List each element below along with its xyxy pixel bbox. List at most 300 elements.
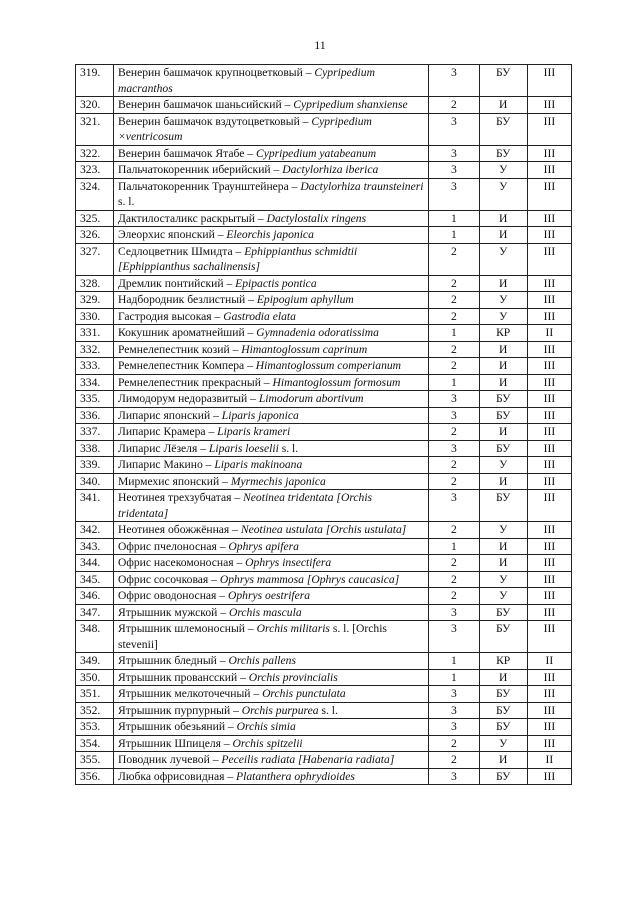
row-number: 340. xyxy=(76,473,114,490)
species-name xyxy=(113,588,428,605)
russian-name: Венерин башмачок вздутоцветковый – xyxy=(118,115,311,128)
status-cell: И xyxy=(479,669,527,686)
russian-name: Ятрышник Шпицеля – xyxy=(118,737,233,750)
category-cell: 2 xyxy=(429,588,479,605)
priority-cell: III xyxy=(527,538,571,555)
status-cell: И xyxy=(479,752,527,769)
row-number: 331. xyxy=(76,325,114,342)
category-cell: 3 xyxy=(429,490,479,522)
priority-cell: III xyxy=(527,341,571,358)
status-cell: БУ xyxy=(479,604,527,621)
row-number: 321. xyxy=(76,113,114,145)
latin-name: Myrmechis japonica xyxy=(230,474,326,488)
table-row xyxy=(76,178,572,210)
status-cell: И xyxy=(479,275,527,292)
table-row xyxy=(76,325,572,342)
row-number: 349. xyxy=(76,653,114,670)
russian-name: Неотинея обожжённая – xyxy=(118,523,241,536)
species-name xyxy=(113,768,428,785)
russian-name: Липарис Макино – xyxy=(118,458,214,471)
latin-name: Ophrys oestrifera xyxy=(227,589,311,602)
latin-name: Platanthera ophrydioides xyxy=(236,769,355,783)
category-cell: 2 xyxy=(429,275,479,292)
russian-name: Мирмехис японский – xyxy=(118,475,231,488)
row-number: 330. xyxy=(76,308,114,325)
species-name xyxy=(113,522,428,539)
latin-name: Ophrys mammosa [Ophrys caucasica] xyxy=(219,572,400,586)
status-cell: КР xyxy=(479,325,527,342)
table-row xyxy=(76,374,572,391)
latin-name: Orchis simia xyxy=(236,720,296,733)
latin-name: Liparis japonica xyxy=(221,408,299,422)
species-name xyxy=(113,210,428,227)
priority-cell: III xyxy=(527,243,571,275)
species-name xyxy=(113,686,428,703)
latin-name: Orchis militaris xyxy=(256,622,330,635)
species-name xyxy=(113,735,428,752)
row-number: 319. xyxy=(76,65,114,97)
table-row xyxy=(76,588,572,605)
priority-cell: II xyxy=(527,752,571,769)
priority-cell: III xyxy=(527,588,571,605)
russian-name: Ятрышник обезьяний – xyxy=(118,720,237,733)
priority-cell: III xyxy=(527,555,571,572)
russian-name: Венерин башмачок крупноцветковый – xyxy=(118,66,314,79)
russian-name: Пальчатокоренник Траунштейнера – xyxy=(118,180,300,193)
row-number: 352. xyxy=(76,702,114,719)
priority-cell: III xyxy=(527,210,571,227)
status-cell: И xyxy=(479,341,527,358)
status-cell: БУ xyxy=(479,719,527,736)
latin-name: Epipactis pontica xyxy=(235,276,317,290)
status-cell: БУ xyxy=(479,702,527,719)
priority-cell: III xyxy=(527,719,571,736)
latin-name: Eleorchis japonica xyxy=(226,228,314,241)
russian-name: Элеорхис японский – xyxy=(118,228,226,241)
table-row xyxy=(76,358,572,375)
latin-qualifier: s. l. xyxy=(318,703,338,717)
row-number: 345. xyxy=(76,571,114,588)
species-table xyxy=(75,64,572,785)
table-row xyxy=(76,522,572,539)
russian-name: Любка офрисовидная – xyxy=(118,770,236,783)
priority-cell: III xyxy=(527,735,571,752)
page-number: 11 xyxy=(314,38,326,52)
category-cell: 1 xyxy=(429,227,479,244)
category-cell: 3 xyxy=(429,178,479,210)
table-row xyxy=(76,719,572,736)
species-name xyxy=(113,440,428,457)
category-cell: 2 xyxy=(429,292,479,309)
category-cell: 3 xyxy=(429,407,479,424)
russian-name: Надбородник безлистный – xyxy=(118,293,257,306)
row-number: 338. xyxy=(76,440,114,457)
row-number: 336. xyxy=(76,407,114,424)
row-number: 354. xyxy=(76,735,114,752)
priority-cell: III xyxy=(527,178,571,210)
latin-qualifier: s. l. xyxy=(278,441,299,455)
priority-cell: III xyxy=(527,162,571,179)
species-name xyxy=(113,145,428,162)
russian-name: Гастродия высокая – xyxy=(118,310,223,323)
species-name xyxy=(113,555,428,572)
species-name xyxy=(113,374,428,391)
table-row xyxy=(76,210,572,227)
row-number: 323. xyxy=(76,162,114,179)
russian-name: Липарис японский – xyxy=(118,409,222,422)
status-cell: У xyxy=(479,243,527,275)
category-cell: 3 xyxy=(429,719,479,736)
row-number: 334. xyxy=(76,374,114,391)
latin-name: Cypripedium yatabeanum xyxy=(255,146,377,160)
russian-name: Ятрышник мелкоточечный – xyxy=(118,687,262,700)
category-cell: 2 xyxy=(429,308,479,325)
table-row xyxy=(76,243,572,275)
species-name xyxy=(113,243,428,275)
priority-cell: III xyxy=(527,604,571,621)
table-row xyxy=(76,621,572,653)
category-cell: 2 xyxy=(429,341,479,358)
status-cell: У xyxy=(479,588,527,605)
category-cell: 2 xyxy=(429,424,479,441)
priority-cell: III xyxy=(527,65,571,97)
row-number: 337. xyxy=(76,424,114,441)
table-row xyxy=(76,490,572,522)
latin-qualifier: s. l. xyxy=(117,195,135,208)
category-cell: 3 xyxy=(429,113,479,145)
russian-name: Офрис сосочковая – xyxy=(118,573,220,586)
priority-cell: II xyxy=(527,653,571,670)
row-number: 350. xyxy=(76,669,114,686)
latin-name: Orchis pallens xyxy=(228,654,296,667)
species-name xyxy=(113,358,428,375)
species-name xyxy=(113,65,428,97)
table-row xyxy=(76,604,572,621)
status-cell: И xyxy=(479,538,527,555)
table-row xyxy=(76,440,572,457)
latin-name: Dactylorhiza iberica xyxy=(282,163,379,176)
priority-cell: III xyxy=(527,275,571,292)
latin-name: Cypripedium shanxiense xyxy=(293,98,408,111)
species-name xyxy=(113,621,428,653)
row-number: 351. xyxy=(76,686,114,703)
priority-cell: III xyxy=(527,621,571,653)
category-cell: 2 xyxy=(429,555,479,572)
status-cell: БУ xyxy=(479,621,527,653)
russian-name: Ремнелепестник козий – xyxy=(118,343,241,356)
latin-name: Peceilis radiata [Habenaria radiata] xyxy=(221,753,395,766)
species-name xyxy=(113,292,428,309)
russian-name: Ятрышник мужской – xyxy=(118,606,229,619)
russian-name: Дремлик понтийский – xyxy=(118,277,235,290)
species-name xyxy=(113,162,428,179)
table-row xyxy=(76,768,572,785)
priority-cell: III xyxy=(527,457,571,474)
category-cell: 2 xyxy=(429,243,479,275)
table-row xyxy=(76,162,572,179)
status-cell: БУ xyxy=(479,391,527,408)
row-number: 341. xyxy=(76,490,114,522)
latin-name: Limodorum abortivum xyxy=(258,392,364,405)
table-row xyxy=(76,97,572,114)
latin-name: Neotinea ustulata [Orchis ustulata] xyxy=(240,523,407,536)
status-cell: И xyxy=(479,210,527,227)
row-number: 344. xyxy=(76,555,114,572)
species-name xyxy=(113,457,428,474)
status-cell: У xyxy=(479,735,527,752)
priority-cell: III xyxy=(527,391,571,408)
russian-name: Лимодорум недоразвитый – xyxy=(118,392,259,405)
latin-name: Liparis krameri xyxy=(217,425,291,438)
row-number: 343. xyxy=(76,538,114,555)
category-cell: 2 xyxy=(429,457,479,474)
category-cell: 2 xyxy=(429,752,479,769)
status-cell: БУ xyxy=(479,686,527,703)
status-cell: БУ xyxy=(479,407,527,424)
status-cell: И xyxy=(479,227,527,244)
status-cell: И xyxy=(479,97,527,114)
table-row xyxy=(76,145,572,162)
row-number: 355. xyxy=(76,752,114,769)
species-name xyxy=(113,178,428,210)
species-name xyxy=(113,275,428,292)
row-number: 325. xyxy=(76,210,114,227)
category-cell: 1 xyxy=(429,374,479,391)
species-name xyxy=(113,752,428,769)
table-row xyxy=(76,735,572,752)
latin-name: Orchis mascula xyxy=(228,605,302,619)
table-row xyxy=(76,752,572,769)
priority-cell: III xyxy=(527,292,571,309)
category-cell: 2 xyxy=(429,97,479,114)
category-cell: 1 xyxy=(429,538,479,555)
latin-name: Orchis spitzelii xyxy=(232,736,303,750)
status-cell: КР xyxy=(479,653,527,670)
row-number: 332. xyxy=(76,341,114,358)
latin-name: Himantoglossum formosum xyxy=(272,375,401,389)
row-number: 348. xyxy=(76,621,114,653)
priority-cell: III xyxy=(527,686,571,703)
priority-cell: III xyxy=(527,374,571,391)
species-name xyxy=(113,604,428,621)
latin-name: Dactylostalix ringens xyxy=(266,211,367,225)
priority-cell: III xyxy=(527,490,571,522)
priority-cell: III xyxy=(527,227,571,244)
russian-name: Пальчатокоренник иберийский – xyxy=(118,163,282,176)
species-name xyxy=(113,308,428,325)
priority-cell: III xyxy=(527,702,571,719)
category-cell: 2 xyxy=(429,735,479,752)
category-cell: 2 xyxy=(429,571,479,588)
row-number: 347. xyxy=(76,604,114,621)
latin-name: Gastrodia elata xyxy=(223,309,296,323)
category-cell: 2 xyxy=(429,358,479,375)
priority-cell: III xyxy=(527,571,571,588)
species-name xyxy=(113,571,428,588)
table-row xyxy=(76,308,572,325)
table-row xyxy=(76,669,572,686)
priority-cell: III xyxy=(527,407,571,424)
russian-name: Дактилосталикс раскрытый – xyxy=(118,212,267,225)
status-cell: У xyxy=(479,571,527,588)
russian-name: Офрис пчелоносная – xyxy=(118,540,228,553)
species-name xyxy=(113,227,428,244)
species-name xyxy=(113,325,428,342)
row-number: 320. xyxy=(76,97,114,114)
latin-name: Himantoglossum caprinum xyxy=(241,342,368,356)
table-row xyxy=(76,407,572,424)
russian-name: Кокушник ароматнейший – xyxy=(118,326,256,339)
category-cell: 1 xyxy=(429,653,479,670)
species-name xyxy=(113,407,428,424)
category-cell: 3 xyxy=(429,391,479,408)
species-name xyxy=(113,473,428,490)
table-row xyxy=(76,686,572,703)
status-cell: И xyxy=(479,473,527,490)
row-number: 329. xyxy=(76,292,114,309)
species-name xyxy=(113,424,428,441)
latin-name: Ephippianthus schmidtii [Ephippianthus sachalinensis] xyxy=(117,244,358,273)
status-cell: БУ xyxy=(479,113,527,145)
species-name xyxy=(113,391,428,408)
row-number: 333. xyxy=(76,358,114,375)
row-number: 339. xyxy=(76,457,114,474)
priority-cell: III xyxy=(527,97,571,114)
status-cell: БУ xyxy=(479,440,527,457)
latin-name: Dactylorhiza traunsteineri xyxy=(300,179,424,193)
species-name xyxy=(113,97,428,114)
category-cell: 3 xyxy=(429,621,479,653)
priority-cell: III xyxy=(527,473,571,490)
russian-name: Липарис Лёзеля – xyxy=(118,442,209,455)
table-row xyxy=(76,65,572,97)
priority-cell: II xyxy=(527,325,571,342)
row-number: 346. xyxy=(76,588,114,605)
latin-name: Orchis provincialis xyxy=(248,670,338,684)
priority-cell: III xyxy=(527,768,571,785)
latin-name: Ophrys apifera xyxy=(228,539,299,553)
priority-cell: III xyxy=(527,145,571,162)
species-name xyxy=(113,341,428,358)
row-number: 328. xyxy=(76,275,114,292)
category-cell: 1 xyxy=(429,669,479,686)
latin-name: Gymnadenia odoratissima xyxy=(256,326,379,339)
latin-qualifier: s. l. [Orchis stevenii] xyxy=(117,622,387,651)
table-row xyxy=(76,555,572,572)
row-number: 342. xyxy=(76,522,114,539)
priority-cell: III xyxy=(527,440,571,457)
category-cell: 3 xyxy=(429,686,479,703)
table-row xyxy=(76,424,572,441)
table-row xyxy=(76,292,572,309)
russian-name: Ятрышник шлемоносный – xyxy=(118,622,257,635)
priority-cell: III xyxy=(527,669,571,686)
priority-cell: III xyxy=(527,308,571,325)
table-row xyxy=(76,538,572,555)
status-cell: У xyxy=(479,522,527,539)
species-name xyxy=(113,719,428,736)
russian-name: Офрис оводоносная – xyxy=(118,589,228,602)
row-number: 322. xyxy=(76,145,114,162)
status-cell: БУ xyxy=(479,65,527,97)
species-table-body xyxy=(76,65,572,785)
status-cell: И xyxy=(479,374,527,391)
category-cell: 2 xyxy=(429,522,479,539)
status-cell: И xyxy=(479,358,527,375)
latin-name: Liparis makinoana xyxy=(214,458,303,471)
russian-name: Неотинея трехзубчатая – xyxy=(118,491,243,504)
priority-cell: III xyxy=(527,424,571,441)
category-cell: 1 xyxy=(429,210,479,227)
table-row xyxy=(76,341,572,358)
table-row xyxy=(76,653,572,670)
species-name xyxy=(113,538,428,555)
status-cell: У xyxy=(479,308,527,325)
category-cell: 3 xyxy=(429,65,479,97)
table-row xyxy=(76,571,572,588)
species-name xyxy=(113,113,428,145)
russian-name: Ятрышник пурпурный – xyxy=(118,704,242,717)
latin-name: Himantoglossum comperianum xyxy=(255,359,402,372)
status-cell: У xyxy=(479,292,527,309)
row-number: 356. xyxy=(76,768,114,785)
latin-name: Cypripedium ×ventricosum xyxy=(117,114,372,143)
category-cell: 1 xyxy=(429,325,479,342)
russian-name: Липарис Крамера – xyxy=(118,425,217,438)
category-cell: 3 xyxy=(429,440,479,457)
row-number: 353. xyxy=(76,719,114,736)
status-cell: И xyxy=(479,424,527,441)
russian-name: Ятрышник провансский – xyxy=(118,671,249,684)
species-name xyxy=(113,702,428,719)
latin-name: Cypripedium macranthos xyxy=(117,66,375,95)
priority-cell: III xyxy=(527,522,571,539)
category-cell: 3 xyxy=(429,702,479,719)
table-row xyxy=(76,227,572,244)
species-name xyxy=(113,669,428,686)
russian-name: Венерин башмачок шаньсийский – xyxy=(118,98,293,111)
row-number: 335. xyxy=(76,391,114,408)
russian-name: Ремнелепестник Компера – xyxy=(118,359,256,372)
status-cell: У xyxy=(479,178,527,210)
status-cell: БУ xyxy=(479,145,527,162)
russian-name: Седлоцветник Шмидта – xyxy=(118,245,244,258)
species-name xyxy=(113,490,428,522)
table-row xyxy=(76,391,572,408)
latin-name: Neotinea tridentata [Orchis tridentata] xyxy=(117,491,373,520)
russian-name: Ятрышник бледный – xyxy=(118,654,228,667)
priority-cell: III xyxy=(527,113,571,145)
row-number: 326. xyxy=(76,227,114,244)
table-row xyxy=(76,457,572,474)
status-cell: И xyxy=(479,555,527,572)
latin-name: Liparis loeselii xyxy=(208,441,279,455)
category-cell: 2 xyxy=(429,473,479,490)
status-cell: БУ xyxy=(479,490,527,522)
category-cell: 3 xyxy=(429,145,479,162)
row-number: 327. xyxy=(76,243,114,275)
russian-name: Ремнелепестник прекрасный – xyxy=(118,376,273,389)
priority-cell: III xyxy=(527,358,571,375)
russian-name: Офрис насекомоносная – xyxy=(118,556,245,569)
status-cell: У xyxy=(479,457,527,474)
category-cell: 3 xyxy=(429,604,479,621)
table-row xyxy=(76,473,572,490)
status-cell: БУ xyxy=(479,768,527,785)
species-name xyxy=(113,653,428,670)
category-cell: 3 xyxy=(429,768,479,785)
table-row xyxy=(76,113,572,145)
